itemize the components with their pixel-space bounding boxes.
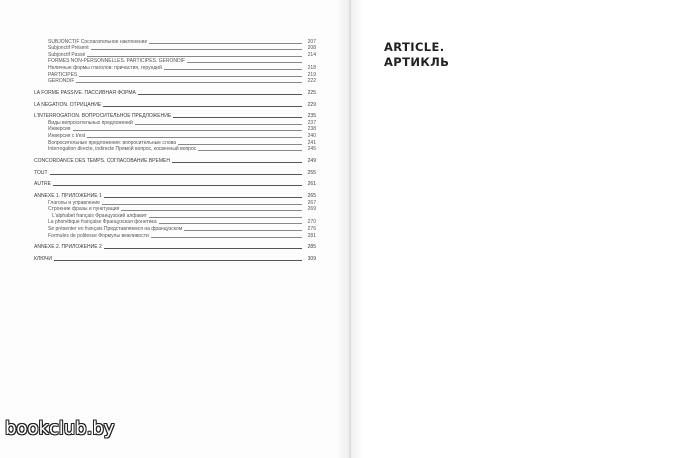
chapter-heading: [384, 40, 449, 69]
toc-page-number: 241: [307, 139, 316, 146]
chapter-title-fr: ARTICLE.: [384, 40, 445, 54]
toc-leader-line: [73, 130, 302, 131]
toc-leader-line: [184, 230, 302, 231]
toc-subentry: [34, 206, 316, 213]
toc-subentry: [34, 139, 316, 146]
toc-page-number: 238: [307, 126, 316, 133]
toc-entry-label: LA NÉGATION. ОТРИЦАНИЕ: [34, 101, 102, 108]
toc-leader-line: [159, 223, 302, 224]
toc-entry-label: GÉRONDIF: [48, 78, 75, 85]
toc-section-entry: [34, 242, 316, 250]
toc-page-number: 225: [307, 89, 316, 96]
toc-page-number: 249: [307, 157, 316, 164]
toc-section-entry: [34, 88, 316, 96]
toc-entry-label: Инверсия: [48, 126, 71, 133]
toc-page-number: 240: [307, 133, 316, 139]
toc-entry-label: Formules de politesse Формулы вежливости: [48, 232, 149, 239]
toc-page-number: 276: [307, 225, 316, 232]
toc-section-entry: [34, 99, 316, 107]
toc-entry-label: Глаголы и управление: [48, 199, 100, 206]
toc-leader-line: [104, 197, 302, 198]
toc-page-number: 255: [307, 169, 316, 176]
toc-leader-line: [138, 94, 302, 95]
toc-page-number: 269: [307, 206, 316, 213]
toc-entry-label: КЛЮЧИ: [34, 255, 53, 262]
toc-subentry: [34, 146, 316, 153]
toc-page-number: 270: [307, 219, 316, 226]
toc-page-number: 267: [307, 199, 316, 206]
toc-entry-label: Interrogation directe, indirecte Прямой вопрос, косвенный вопрос: [48, 146, 197, 153]
toc-entry-label: L'INTERROGATION. ВОПРОСИТЕЛЬНОЕ ПРЕДЛОЖЕНИЕ: [34, 113, 172, 120]
toc-section-entry: [34, 191, 316, 199]
toc-page-number: 265: [307, 192, 316, 199]
toc-leader-line: [91, 49, 302, 50]
toc-section-entry: [34, 111, 316, 119]
toc-leader-line: [198, 150, 302, 151]
toc-entry-label: TOUT: [34, 169, 48, 176]
toc-entry-label: Неличные формы глаголов: причастия, герундий: [48, 64, 162, 71]
toc-entry-label: CONCORDANCE DES TEMPS. СОГЛАСОВАНИЕ ВРЕМЕН: [34, 157, 170, 164]
toc-leader-line: [149, 43, 302, 44]
toc-subentry: [34, 119, 316, 126]
toc-subentry: [34, 58, 316, 65]
toc-subentry: [34, 225, 316, 232]
toc-entry-label: LA FORME PASSIVE. ПАССИВНАЯ ФОРМА: [34, 89, 136, 96]
toc-page-number: 208: [307, 45, 316, 52]
toc-entry-label: Виды вопросительных предложений: [48, 119, 133, 126]
toc-subentry: [34, 45, 316, 52]
toc-leader-line: [76, 82, 302, 83]
toc-leader-line: [172, 162, 302, 163]
toc-page-number: 235: [307, 113, 316, 120]
toc-subentry: [34, 232, 316, 239]
toc-leader-line: [50, 174, 302, 175]
table-of-contents: [34, 38, 316, 262]
toc-entry-label: AUTRE: [34, 181, 51, 188]
toc-leader-line: [103, 106, 302, 107]
toc-entry-label: Subjonctif Présent: [48, 45, 89, 52]
toc-page-number: 207: [307, 38, 316, 45]
toc-leader-line: [54, 260, 302, 261]
toc-leader-line: [187, 62, 302, 63]
toc-leader-line: [178, 144, 302, 145]
toc-entry-label: Инверсия с t/est: [48, 133, 86, 139]
toc-page-number: 245: [307, 146, 316, 153]
toc-entry-label: Вопросительные предложения: вопросительные слова: [48, 139, 176, 146]
toc-leader-line: [87, 137, 302, 138]
toc-leader-line: [121, 210, 302, 211]
toc-leader-line: [53, 185, 302, 186]
toc-page-number: 285: [307, 244, 316, 251]
toc-section-entry: [34, 179, 316, 187]
toc-page-number: 219: [307, 71, 316, 78]
toc-subentry: [34, 78, 316, 85]
toc-page-number: 237: [307, 119, 316, 126]
toc-entry-label: La phonétique française Французская фонетика: [48, 219, 157, 226]
toc-subentry: [34, 71, 316, 78]
toc-section-entry: [34, 254, 316, 262]
toc-entry-label: Строение фразы и пунктуация: [48, 206, 120, 213]
toc-leader-line: [173, 117, 302, 118]
toc-entry-label: ANNEXE 2. ПРИЛОЖЕНИЕ 2: [34, 244, 102, 251]
toc-entry-label: SUBJONCTIF Сослагательное наклонение: [48, 38, 148, 45]
toc-subentry: [34, 51, 316, 58]
toc-leader-line: [164, 69, 302, 70]
toc-subentry: [34, 126, 316, 133]
toc-entry-label: L'alphabet français Французский алфавит: [52, 212, 147, 219]
toc-entry-label: PARTICIPES: [48, 71, 78, 78]
toc-page-number: 229: [307, 101, 316, 108]
toc-subentry: [34, 199, 316, 206]
toc-section-entry: [34, 167, 316, 175]
toc-leader-line: [104, 248, 302, 249]
book-gutter: [336, 0, 364, 458]
toc-subentry: [34, 38, 316, 45]
toc-leader-line: [149, 217, 302, 218]
toc-leader-line: [135, 124, 302, 125]
toc-subentry: [34, 219, 316, 226]
toc-page-number: 261: [307, 181, 316, 188]
watermark-logo: bookclub.by: [5, 418, 115, 439]
toc-entry-label: FORMES NON-PERSONNELLES. PARTICIPES. GÉRONDIF: [48, 58, 186, 65]
toc-leader-line: [87, 56, 302, 57]
toc-entry-label: Subjonctif Passé: [48, 51, 86, 58]
toc-page-number: 281: [307, 232, 316, 239]
toc-leader-line: [151, 237, 302, 238]
toc-leader-line: [102, 204, 302, 205]
toc-subentry: [34, 212, 316, 219]
toc-page-number: 222: [307, 78, 316, 85]
toc-entry-label: Se présenter en français Представляемся на французском: [48, 225, 183, 232]
toc-subentry: [34, 132, 316, 139]
toc-page-number: 214: [307, 51, 316, 58]
toc-subentry: [34, 64, 316, 71]
toc-page-number: 218: [307, 64, 316, 71]
toc-page-number: 309: [307, 255, 316, 262]
chapter-title-ru: АРТИКЛЬ: [384, 54, 450, 69]
toc-leader-line: [79, 76, 302, 77]
toc-section-entry: [34, 156, 316, 164]
toc-entry-label: ANNEXE 1. ПРИЛОЖЕНИЕ 1: [34, 192, 102, 199]
